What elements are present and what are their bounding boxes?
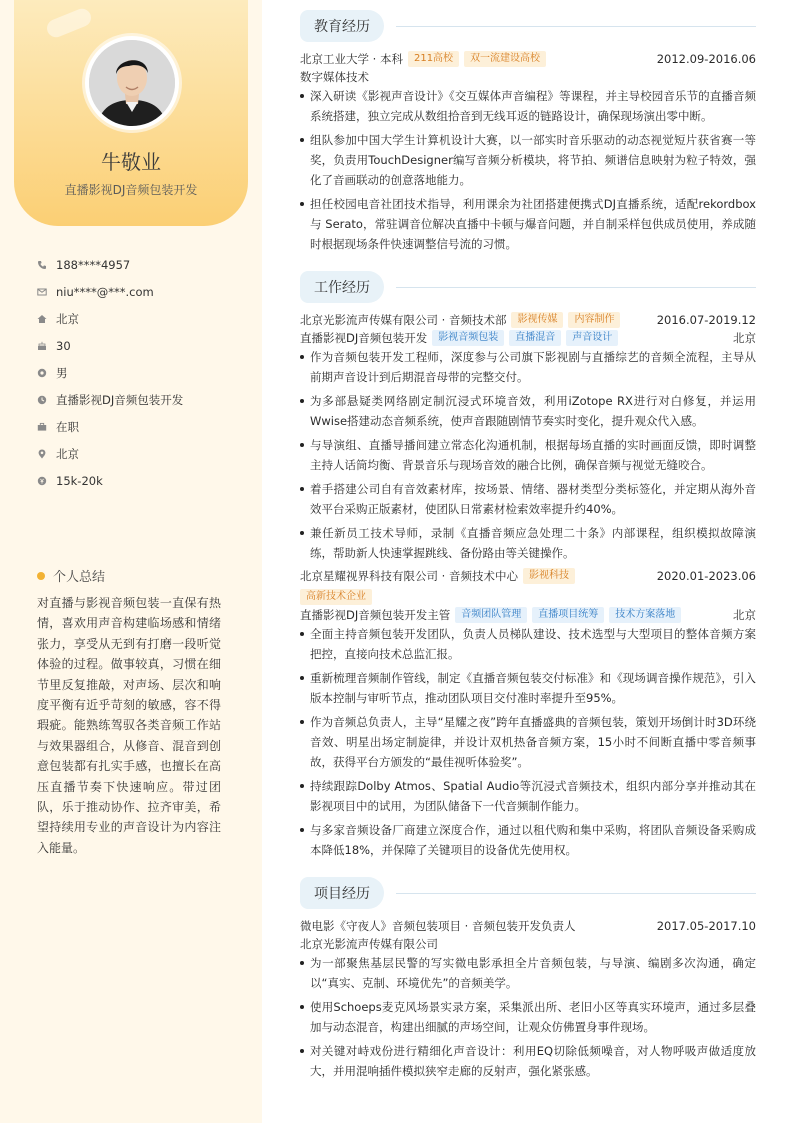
job-company-row	[300, 568, 756, 584]
list-item: 作为音频总负责人，主导“星耀之夜”跨年直播盛典的音频包装，策划开场倒计时3D环绕音效、明星出场定制旋律，并设计双机热备音频方案，15小时不间断直播中零音频事故，获得平台方颁发的“最佳视听体验奖”。	[300, 712, 756, 772]
briefcase-icon	[37, 420, 56, 434]
info-status-text: 在职	[56, 419, 79, 434]
position-tag: 影视音频包装	[432, 330, 504, 346]
section-divider	[396, 287, 756, 288]
cake-icon	[37, 339, 56, 353]
avatar-frame	[85, 36, 179, 130]
company-tag: 影视传媒	[511, 312, 563, 328]
project-dates: 2017.05-2017.10	[656, 919, 756, 933]
job-company-row	[300, 312, 756, 328]
candidate-role: 直播影视DJ音频包装开发	[64, 183, 198, 197]
info-target-position	[37, 386, 247, 413]
job-position-row	[300, 330, 756, 346]
home-icon	[37, 312, 56, 326]
school-tag: 211高校	[408, 51, 459, 67]
info-city	[37, 440, 247, 467]
location-pin-icon	[37, 447, 56, 461]
job-dates: 2020.01-2023.06	[656, 569, 756, 583]
summary-title: 个人总结	[53, 570, 106, 585]
job-company-tag-row	[300, 589, 756, 605]
info-hometown	[37, 305, 247, 332]
job-position: 直播影视DJ音频包装开发主管	[300, 608, 451, 622]
candidate-name: 牛敬业	[101, 150, 161, 174]
job-bullets	[300, 624, 756, 864]
list-item: 深入研读《影视声音设计》《交互媒体声音编程》等课程，并主导校园音乐节的直播音频系统搭建，独立完成从数组拾音到无线耳返的链路设计，确保现场演出零中断。	[300, 86, 756, 126]
info-salary-text: 15k-20k	[56, 473, 103, 488]
mail-icon	[37, 285, 56, 299]
project-section-title: 项目经历	[300, 877, 384, 909]
salary-icon	[37, 474, 56, 488]
list-item: 持续跟踪Dolby Atmos、Spatial Audio等沉浸式音频技术，组织内部分享并推动其在影视项目中的试用，为团队储备下一代音频制作能力。	[300, 776, 756, 816]
section-divider	[396, 26, 756, 27]
position-tag: 技术方案落地	[609, 607, 681, 623]
sidebar	[0, 0, 262, 1123]
project-name-row	[300, 918, 756, 934]
section-divider	[396, 893, 756, 894]
info-age	[37, 332, 247, 359]
summary-text: 对直播与影视音频包装一直保有热情，喜欢用声音构建临场感和情绪张力，享受从无到有打磨一段听觉体验的过程。做事较真，习惯在细节里反复推敲，对声场、层次和响度平衡有近乎苛刻的敏感，容不得瑕疵。能熟练驾驭各类音频工作站与效果器组合，从修音、混音到创意包装都有扎实手感，也擅长在高压直播节奏下快速响应。带过团队，乐于推动协作、拉齐审美，希望持续用专业的声音设计为内容注入能量。	[37, 596, 221, 855]
info-target-position-text: 直播影视DJ音频包装开发	[56, 392, 184, 407]
list-item: 对关键对峙戏份进行精细化声音设计：利用EQ切除低频噪音，对人物呼吸声做适度放大，并用混响插件模拟狭窄走廊的反射声，强化紧张感。	[300, 1041, 756, 1081]
info-age-text: 30	[56, 338, 71, 353]
position-tag: 直播混音	[509, 330, 561, 346]
education-section-header	[300, 10, 756, 42]
info-email-text: niu****@***.com	[56, 284, 154, 299]
summary-dot-icon	[37, 572, 45, 580]
project-name: 微电影《守夜人》音频包装项目 · 音频包装开发负责人	[300, 919, 576, 933]
company-tag: 内容制作	[568, 312, 620, 328]
job-bullets	[300, 347, 756, 567]
job-company: 北京星耀视界科技有限公司 · 音频技术中心	[300, 569, 518, 583]
education-dates: 2012.09-2016.06	[656, 52, 756, 66]
info-email	[37, 278, 247, 305]
position-tag: 直播项目统筹	[532, 607, 604, 623]
education-school-row	[300, 51, 756, 67]
work-section-header	[300, 271, 756, 303]
job-dates: 2016.07-2019.12	[656, 313, 756, 327]
project-bullets	[300, 953, 756, 1085]
list-item: 着手搭建公司自有音效素材库，按场景、情绪、器材类型分类标签化，并定期从海外音效平台采购正版素材，使团队日常素材检索效率提升约40%。	[300, 479, 756, 519]
education-bullets	[300, 86, 756, 258]
job-position: 直播影视DJ音频包装开发	[300, 331, 428, 345]
gender-icon	[37, 366, 56, 380]
job-company: 北京光影流声传媒有限公司 · 音频技术部	[300, 313, 507, 327]
school-tag: 双一流建设高校	[464, 51, 546, 67]
list-item: 与多家音频设备厂商建立深度合作，通过以租代购和集中采购，将团队音频设备采购成本降低18%，并保障了关键项目的设备优先使用权。	[300, 820, 756, 860]
project-company-row	[300, 936, 756, 952]
list-item: 为多部悬疑类网络剧定制沉浸式环境音效，利用iZotope RX进行对白修复，并运用Wwise搭建动态音频系统，使声音跟随剧情节奏实时变化，提升观众代入感。	[300, 391, 756, 431]
info-gender-text: 男	[56, 365, 68, 380]
summary-heading	[37, 566, 105, 585]
list-item: 组队参加中国大学生计算机设计大赛，以一部实时音乐驱动的动态视觉短片获省赛一等奖，负责用TouchDesigner编写音频分析模块，将节拍、频谱信息映射为粒子特效，强化了音画联动的创意落地能力。	[300, 130, 756, 190]
contact-info-list	[37, 251, 247, 494]
school-name: 北京工业大学 · 本科	[300, 52, 403, 66]
position-tag: 音频团队管理	[455, 607, 527, 623]
company-tag: 高新技术企业	[300, 589, 372, 605]
info-salary	[37, 467, 247, 494]
info-status	[37, 413, 247, 440]
job-position-row	[300, 607, 756, 623]
info-phone	[37, 251, 247, 278]
info-city-text: 北京	[56, 446, 79, 461]
job-city: 北京	[733, 608, 756, 622]
project-section-header	[300, 877, 756, 909]
info-gender	[37, 359, 247, 386]
work-section-title: 工作经历	[300, 271, 384, 303]
company-tag: 影视科技	[523, 568, 575, 584]
list-item: 兼任新员工技术导师，录制《直播音频应急处理二十条》内部课程，组织模拟故障演练，帮助新人快速掌握跳线、备份路由等关键操作。	[300, 523, 756, 563]
job-city: 北京	[733, 331, 756, 345]
info-hometown-text: 北京	[56, 311, 79, 326]
list-item: 重新梳理音频制作管线，制定《直播音频包装交付标准》和《现场调音操作规范》，引入版本控制与审听节点，推动团队项目交付准时率提升至95%。	[300, 668, 756, 708]
list-item: 担任校园电音社团技术指导，利用课余为社团搭建便携式DJ直播系统，适配rekordbox 与 Serato，常驻调音位解决直播中卡顿与爆音问题，并自制采样包供成员使用，养成随时根据现场条件快速调整信号流的习惯。	[300, 194, 756, 254]
project-company: 北京光影流声传媒有限公司	[300, 937, 438, 951]
education-section-title: 教育经历	[300, 10, 384, 42]
list-item: 与导演组、直播导播间建立常态化沟通机制，根据每场直播的实时画面反馈，即时调整主持人话筒均衡、背景音乐与现场音效的融合比例，确保音频与视觉无缝咬合。	[300, 435, 756, 475]
avatar	[89, 40, 175, 126]
phone-icon	[37, 258, 56, 272]
list-item: 为一部聚焦基层民警的写实微电影承担全片音频包装，与导演、编剧多次沟通，确定以“真实、克制、环境优先”的音频美学。	[300, 953, 756, 993]
decorative-pill	[44, 6, 93, 40]
target-icon	[37, 393, 56, 407]
list-item: 作为音频包装开发工程师，深度参与公司旗下影视剧与直播综艺的音频全流程，主导从前期声音设计到后期混音母带的完整交付。	[300, 347, 756, 387]
education-major: 数字媒体技术	[300, 70, 369, 84]
list-item: 全面主持音频包装开发团队，负责人员梯队建设、技术选型与大型项目的整体音频方案把控，直接向技术总监汇报。	[300, 624, 756, 664]
avatar-photo-icon	[89, 40, 175, 126]
education-major-row	[300, 69, 756, 85]
position-tag: 声音设计	[566, 330, 618, 346]
info-phone-text: 188****4957	[56, 257, 131, 272]
list-item: 使用Schoeps麦克风场景实录方案，采集派出所、老旧小区等真实环境声，通过多层叠加与动态混音，构建出细腻的声场空间，让观众仿佛置身事件现场。	[300, 997, 756, 1037]
